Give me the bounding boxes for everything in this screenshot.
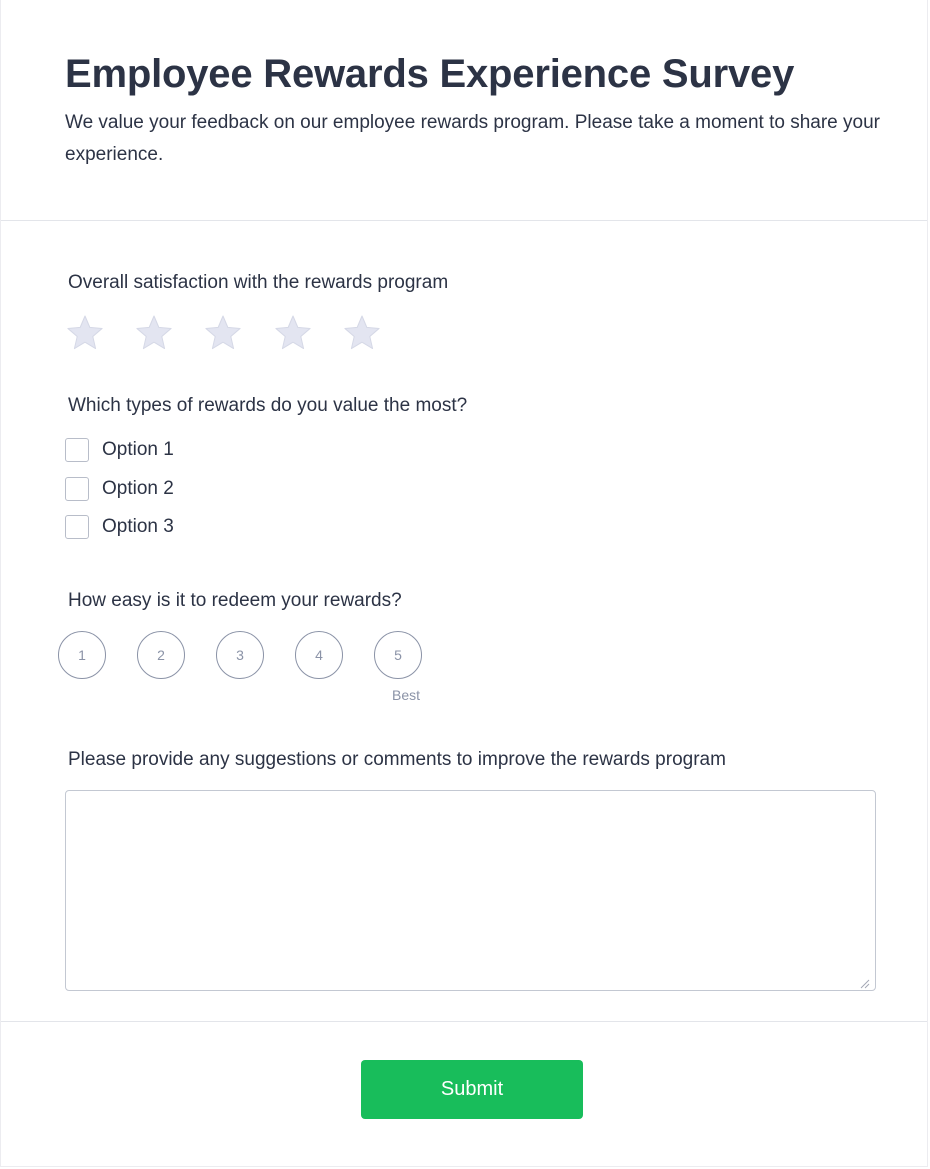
form-title: Employee Rewards Experience Survey — [65, 52, 795, 96]
scale-option-4[interactable]: 4 — [295, 631, 343, 679]
star-3-icon[interactable] — [203, 313, 243, 353]
scale-option-5[interactable]: 5 — [374, 631, 422, 679]
star-2-icon[interactable] — [134, 313, 174, 353]
scale-best-caption: Best — [392, 687, 421, 703]
option-1-checkbox[interactable] — [65, 438, 89, 462]
submit-button[interactable]: Submit — [361, 1060, 583, 1119]
scale-option-3[interactable]: 3 — [216, 631, 264, 679]
form-description: We value your feedback on our employee rewards program. Please take a moment to share your experience. — [65, 112, 880, 165]
star-1-icon[interactable] — [65, 313, 105, 353]
star-4-icon[interactable] — [273, 313, 313, 353]
footer-divider — [1, 1021, 927, 1022]
reward-types-question-label: Which types of rewards do you value the most? — [68, 395, 468, 416]
form-header — [1, 0, 927, 221]
scale-option-1[interactable]: 1 — [58, 631, 106, 679]
suggestions-question-label: Please provide any suggestions or comments to improve the rewards program — [68, 749, 726, 770]
satisfaction-question-label: Overall satisfaction with the rewards program — [68, 272, 449, 293]
suggestions-textarea[interactable] — [65, 790, 876, 991]
redeem-ease-question-label: How easy is it to redeem your rewards? — [68, 590, 402, 611]
option-3-checkbox[interactable] — [65, 515, 89, 539]
scale-option-2[interactable]: 2 — [137, 631, 185, 679]
option-2-checkbox[interactable] — [65, 477, 89, 501]
resize-grip-icon[interactable] — [860, 976, 870, 986]
option-3-label: Option 3 — [102, 516, 174, 537]
option-2-label: Option 2 — [102, 478, 174, 499]
option-1-label: Option 1 — [102, 439, 174, 460]
star-5-icon[interactable] — [342, 313, 382, 353]
